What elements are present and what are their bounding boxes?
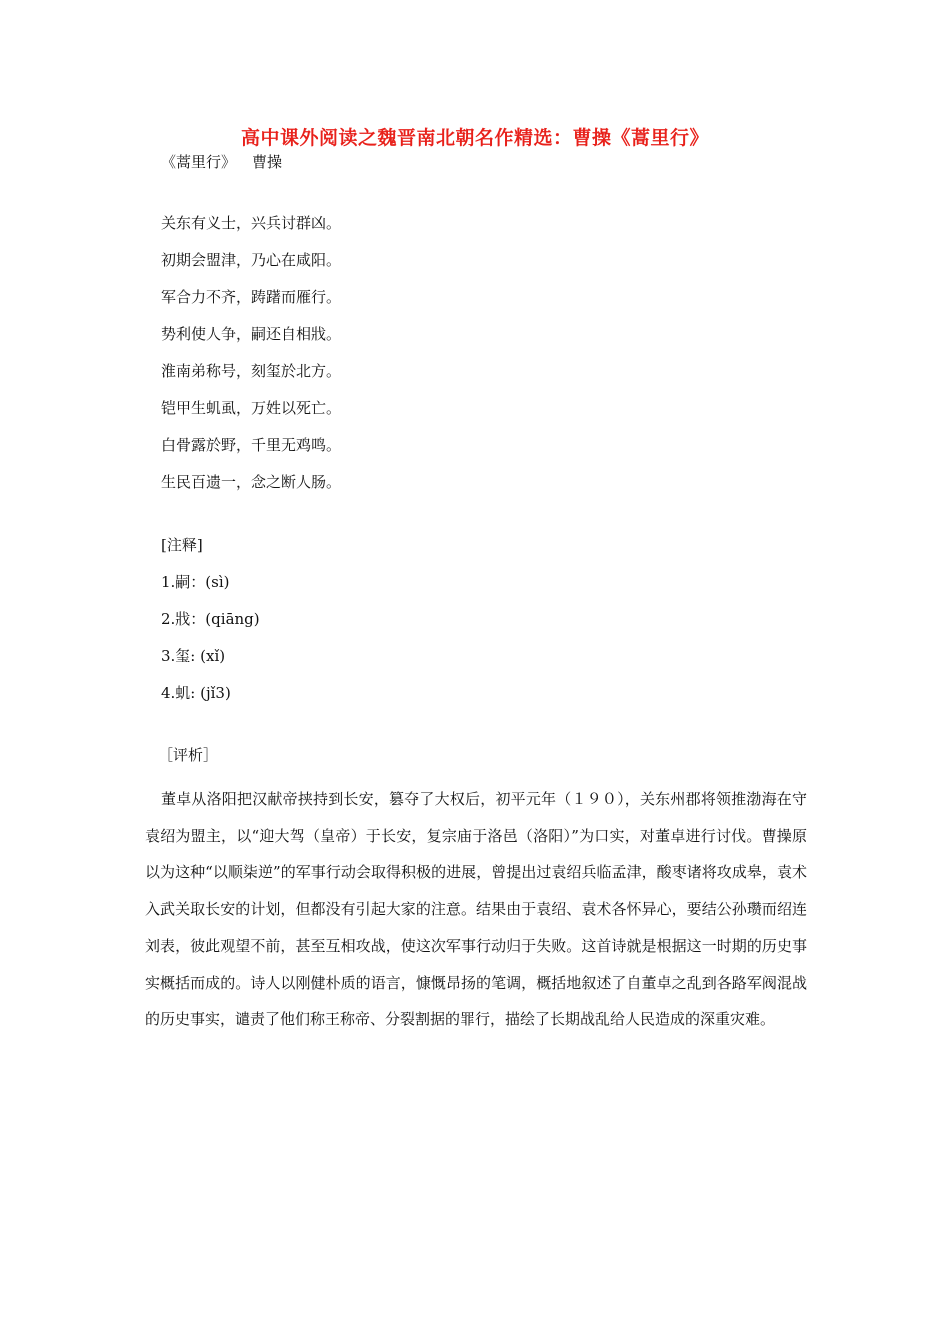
note-item: 3.玺: (xǐ) — [161, 647, 226, 665]
poem-line: 白骨露於野，千里无鸡鸣。 — [161, 436, 342, 454]
analysis-paragraph: 董卓从洛阳把汉献帝挟持到长安，篡夺了大权后，初平元年（１９０），关东州郡将领推渤海在守袁绍为盟主，以“迎大驾（皇帝）于长安，复宗庙于洛邑（洛阳）”为口实，对董卓进行讨伐。曹操原以为这种“以顺柒逆”的军事行动会取得积极的进展，曾提出过袁绍兵临孟津，酸枣诸将攻成皋，袁术入武关取长安的计划，但都没有引起大家的注意。结果由于袁绍、袁术各怀异心，要结公孙瓒而绍连刘表，彼此观望不前，甚至互相攻战，使这次军事行动归于失败。这首诗就是根据这一时期的历史事实概括而成的。诗人以刚健朴质的语言，慷慨昂扬的笔调，概括地叙述了自董卓之乱到各路军阀混战的历史事实，谴责了他们称王称帝、分裂割据的罪行，描绘了长期战乱给人民造成的深重灾难。 — [145, 790, 807, 1029]
poem-line: 势利使人争，嗣还自相戕。 — [161, 325, 342, 343]
poem-line: 军合力不齐，踌躇而雁行。 — [161, 288, 342, 306]
notes-heading: [注释] — [161, 536, 203, 554]
document-title: 高中课外阅读之魏晋南北朝名作精选：曹操《蒿里行》 — [240, 127, 709, 149]
analysis-heading: ［评析］ — [158, 746, 219, 764]
note-item: 4.虮: (jǐ3) — [161, 684, 231, 702]
poem-line: 生民百遗一，念之断人肠。 — [161, 473, 342, 491]
poem-line: 铠甲生虮虱，万姓以死亡。 — [161, 399, 342, 417]
poem-line: 关东有义士，兴兵讨群凶。 — [161, 214, 342, 232]
note-item: 1.嗣：(sì) — [161, 573, 230, 591]
notes-section — [161, 534, 260, 719]
note-item: 2.戕：(qiāng) — [161, 610, 260, 628]
poem-byline — [161, 151, 282, 173]
poem-author: 曹操 — [252, 153, 283, 171]
poem-title: 《蒿里行》 — [161, 153, 237, 171]
poem-line: 初期会盟津，乃心在咸阳。 — [161, 251, 342, 269]
poem-line: 淮南弟称号，刻玺於北方。 — [161, 362, 342, 380]
poem-body — [161, 212, 341, 508]
